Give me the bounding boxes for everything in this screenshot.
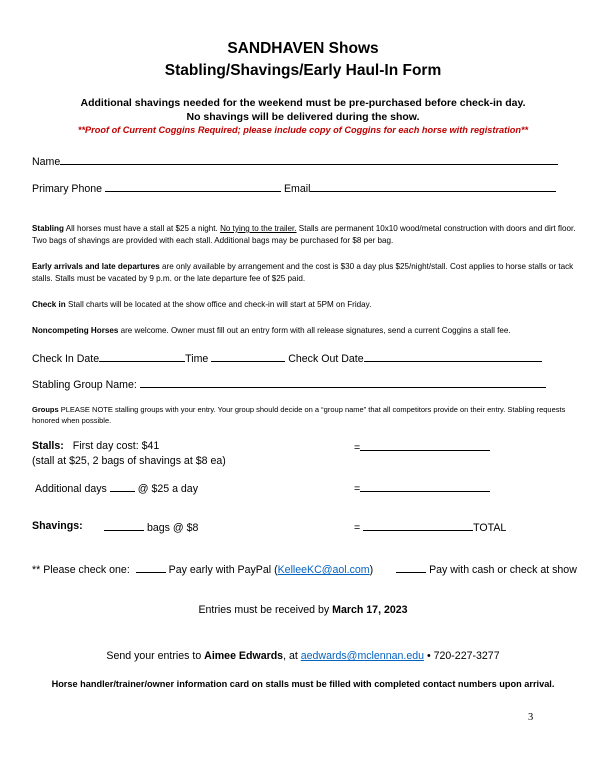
form-title-line1: SANDHAVEN Shows	[227, 40, 379, 57]
shavings-qty-row	[104, 520, 198, 534]
name-row	[32, 154, 558, 168]
paypal-label: Pay early with PayPal (	[168, 564, 278, 576]
stalls-label: Stalls:	[32, 440, 64, 452]
name-label: Name	[32, 156, 61, 168]
contact-line	[0, 650, 606, 662]
coggins-notice: **Proof of Current Coggins Required; please include copy of Coggins for each horse with registration**	[77, 125, 529, 135]
stabling-no-tying: No tying to the trailer.	[220, 224, 297, 233]
additional-equals: =	[354, 483, 361, 495]
paypal-email-link[interactable]: KelleeKC@aol.com	[277, 564, 370, 576]
contact-separator: •	[424, 650, 434, 662]
shavings-label: Shavings:	[32, 520, 83, 532]
stalls-detail: (stall at $25, 2 bags of shavings at $8 ea)	[32, 455, 226, 467]
noncompeting-paragraph	[32, 325, 582, 337]
stabling-text-1: All horses must have a stall at $25 a night.	[63, 224, 221, 233]
email-field[interactable]	[310, 181, 556, 192]
check-in-date-label: Check In Date	[32, 353, 100, 365]
paypal-close-paren: )	[369, 564, 374, 576]
cash-checkbox[interactable]	[396, 562, 426, 573]
deadline-date: March 17, 2023	[332, 604, 408, 616]
additional-total-field[interactable]	[360, 481, 490, 492]
stalls-cost: First day cost: $41	[72, 440, 160, 452]
early-arrivals-paragraph	[32, 261, 582, 285]
check-in-paragraph	[32, 299, 582, 311]
shavings-notice-line1: Additional shavings needed for the weekend must be pre-purchased before check-in day.	[80, 97, 526, 109]
page-number: 3	[528, 712, 534, 723]
group-name-row	[32, 377, 546, 391]
shavings-total-field[interactable]	[363, 520, 473, 531]
payment-row	[32, 562, 577, 576]
check-in-text: Stall charts will be located at the show office and check-in will start at 5PM on Friday.	[65, 300, 372, 309]
additional-days-label: Additional days	[35, 483, 107, 495]
additional-days-field[interactable]	[110, 481, 135, 492]
noncompeting-heading: Noncompeting Horses	[32, 326, 119, 335]
contact-email-link[interactable]: aedwards@mclennan.edu	[300, 650, 424, 662]
early-arrivals-text: are only available by arrangement and the cost is $30 a day plus $25/night/stall. Cost applies to horse stalls or tack stalls. Stalls must be vacated by 9 p.m. or the late departure fee of $25 paid.	[32, 262, 574, 283]
check-out-date-field[interactable]	[364, 351, 542, 362]
email-label: Email	[283, 183, 311, 195]
check-in-date-field[interactable]	[99, 351, 185, 362]
form-title-line2: Stabling/Shavings/Early Haul-In Form	[164, 62, 442, 79]
noncompeting-text: are welcome. Owner must fill out an entry form with all release signatures, send a current Coggins a stall fee.	[118, 326, 511, 335]
dates-row	[32, 351, 542, 365]
stalls-row	[32, 440, 159, 452]
group-name-label: Stabling Group Name:	[32, 379, 137, 391]
payment-prompt: ** Please check one:	[32, 564, 130, 576]
cash-label: Pay with cash or check at show	[429, 564, 577, 576]
stalls-equals: =	[354, 442, 361, 454]
paypal-checkbox[interactable]	[136, 562, 166, 573]
stabling-heading: Stabling	[32, 224, 64, 233]
additional-total-row	[354, 481, 490, 495]
check-out-date-label: Check Out Date	[288, 353, 364, 365]
stalls-total-row	[354, 440, 490, 454]
group-name-field[interactable]	[140, 377, 546, 388]
phone-field[interactable]	[105, 181, 281, 192]
shavings-rate: bags @ $8	[146, 522, 199, 534]
check-in-heading: Check in	[32, 300, 66, 309]
shavings-equals: =	[354, 522, 361, 534]
stall-card-notice: Horse handler/trainer/owner information card on stalls must be filled with completed contact numbers upon arrival.	[51, 679, 555, 689]
shavings-total-row	[354, 520, 506, 534]
contact-at: , at	[283, 650, 301, 662]
phone-label: Primary Phone	[32, 183, 103, 195]
contact-text: Send your entries to	[106, 650, 205, 662]
additional-days-row	[35, 481, 198, 495]
groups-text: PLEASE NOTE stalling groups with your entry. Your group should decide on a “group name” that all competitors provide on their entry. Stabling requests honored when possible.	[32, 405, 566, 425]
name-field[interactable]	[60, 154, 558, 165]
stabling-paragraph	[32, 223, 582, 247]
contact-name: Aimee Edwards	[204, 650, 284, 662]
shavings-row	[32, 520, 83, 532]
groups-heading: Groups	[32, 405, 59, 414]
additional-days-rate: @ $25 a day	[137, 483, 198, 495]
phone-email-row	[32, 181, 556, 195]
time-field[interactable]	[211, 351, 285, 362]
early-arrivals-heading: Early arrivals and late departures	[32, 262, 160, 271]
deadline-line	[0, 604, 606, 616]
contact-phone: 720-227-3277	[433, 650, 500, 662]
stalls-total-field[interactable]	[360, 440, 490, 451]
time-label: Time	[185, 353, 209, 365]
stabling-text-2: Stalls are permanent 10x10 wood/metal construction with doors and dirt floor. Two bags of shavings are provided with each stall. Additional bags may be purchased for $8 per bag.	[32, 224, 576, 245]
groups-paragraph	[32, 404, 582, 426]
shavings-notice-line2: No shavings will be delivered during the show.	[186, 111, 420, 123]
deadline-text: Entries must be received by	[198, 604, 333, 616]
total-label: TOTAL	[473, 522, 507, 534]
shavings-qty-field[interactable]	[104, 520, 144, 531]
